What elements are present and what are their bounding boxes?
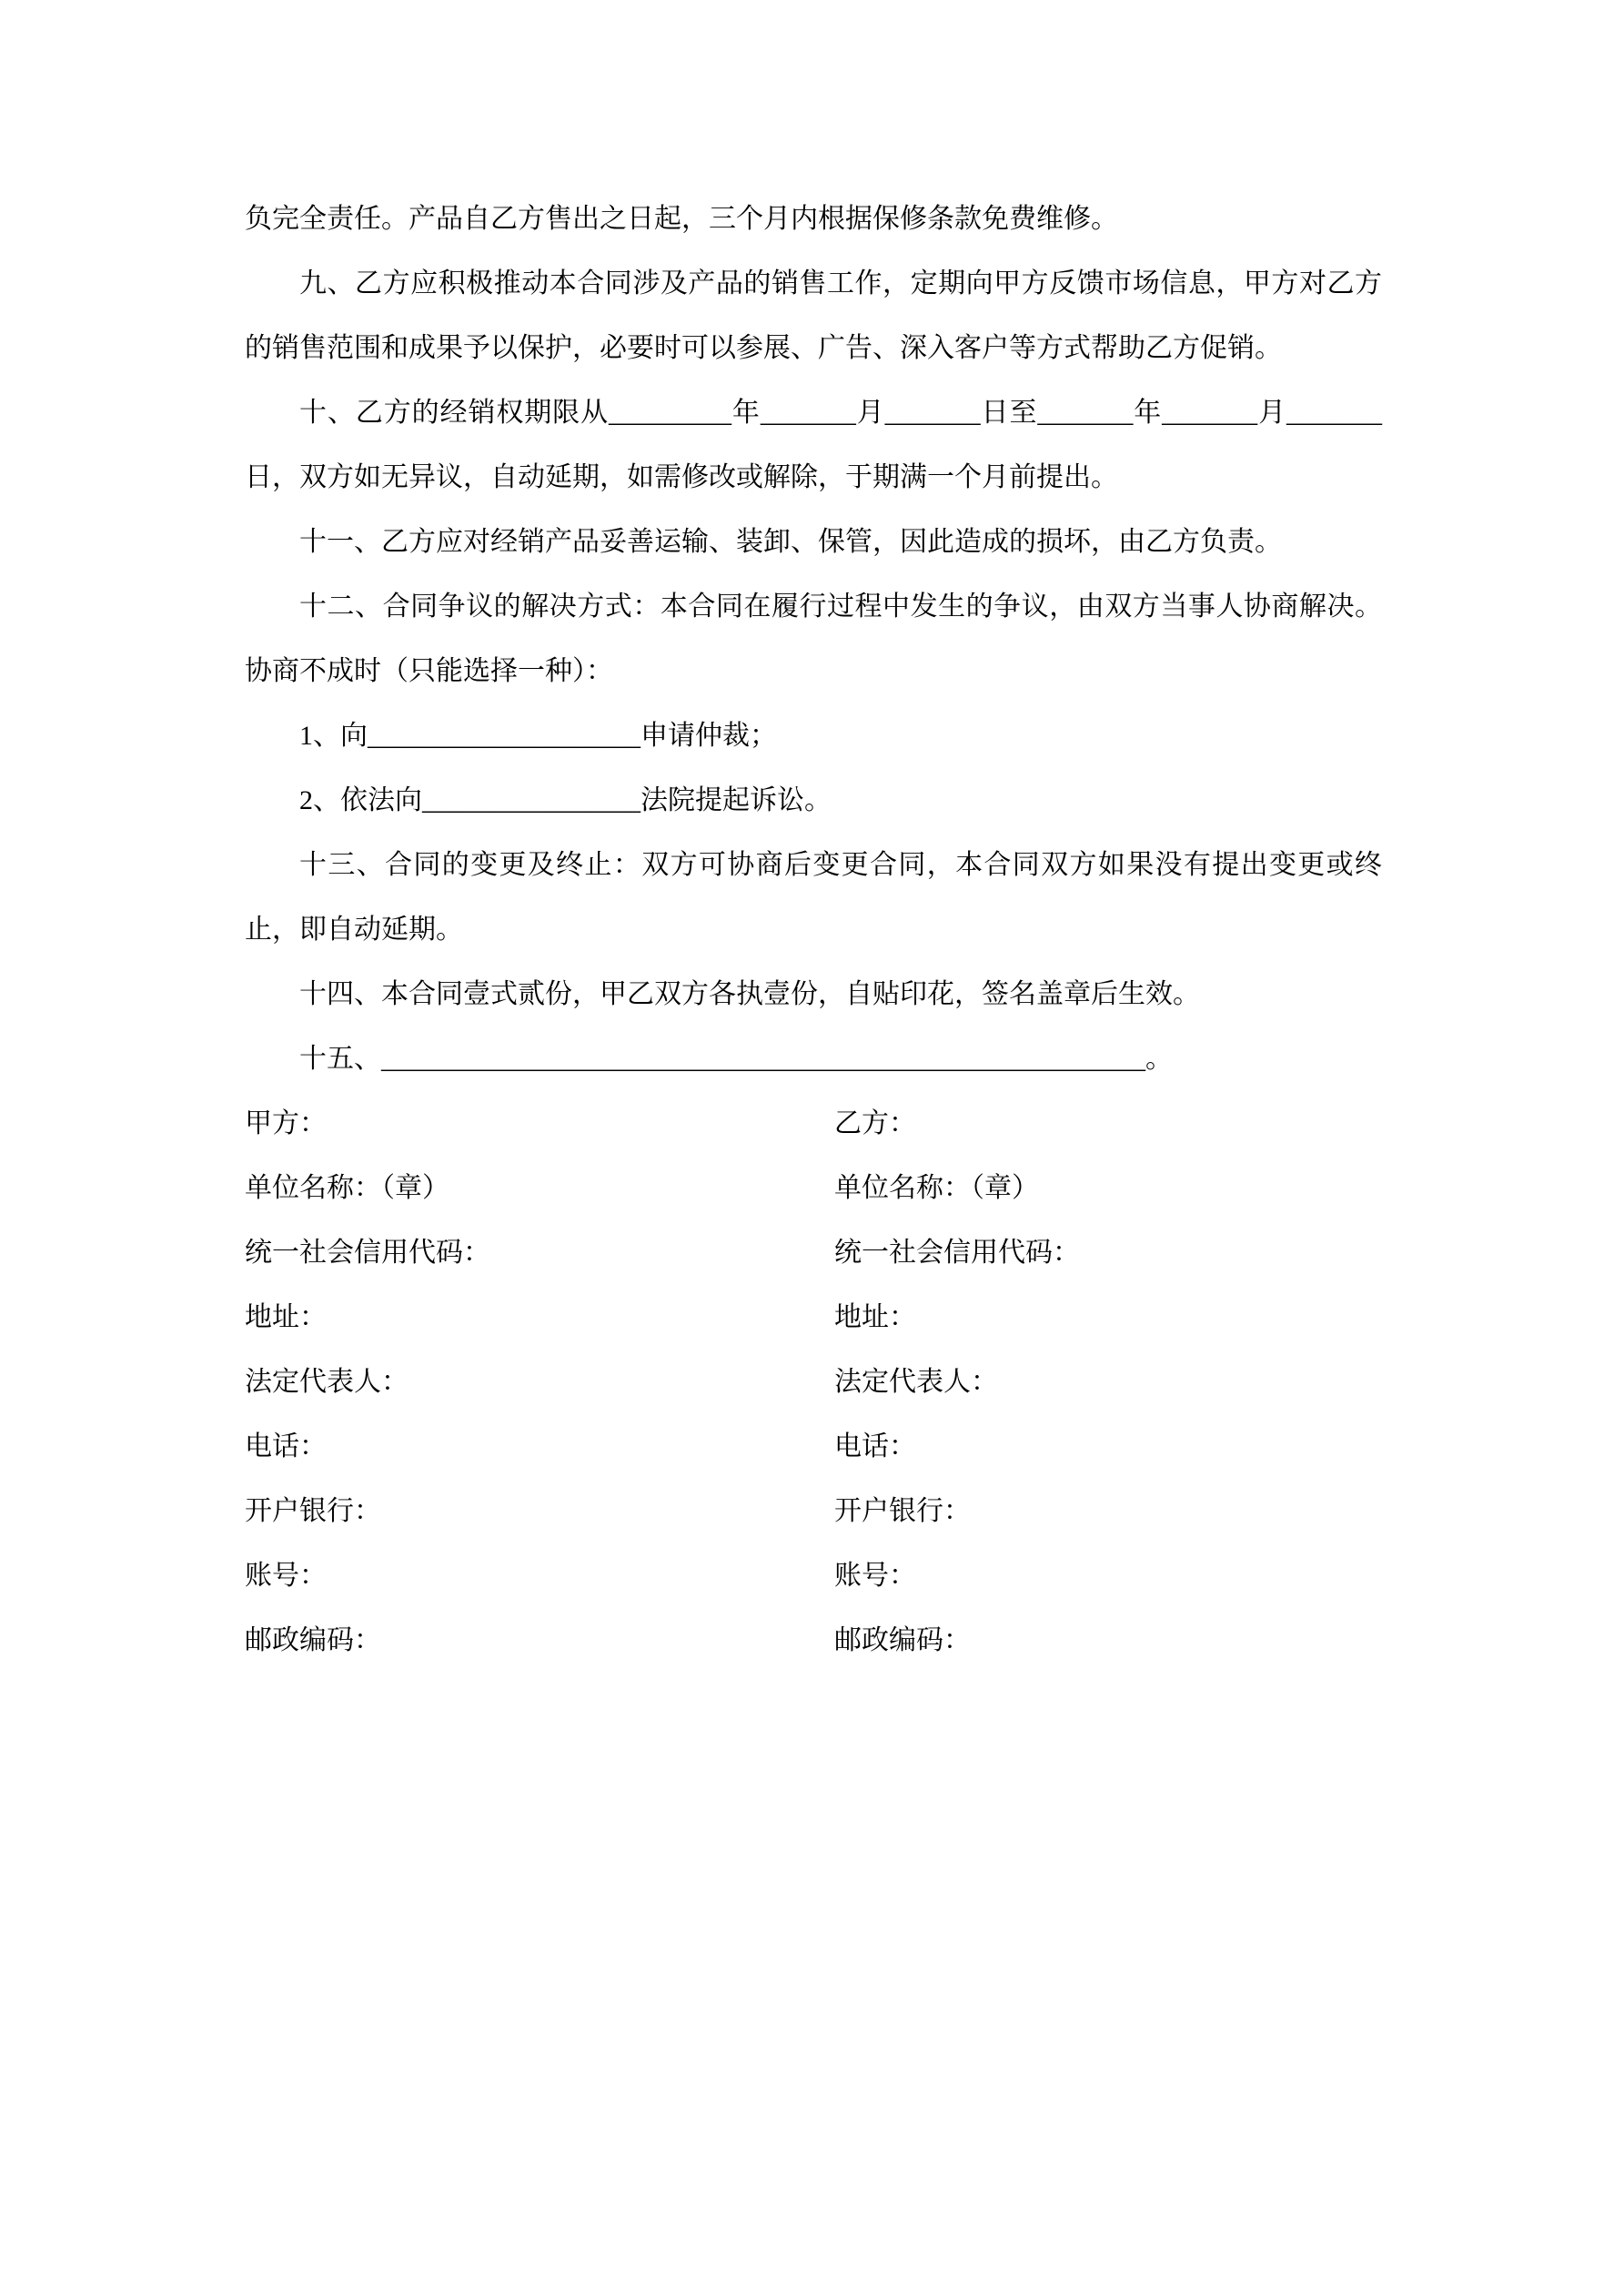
clause-12-option-2: 2、依法向________________法院提起诉讼。 [299,785,832,815]
party-a-legal-representative: 法定代表人： [245,1367,409,1397]
party-a-column [245,1091,834,1673]
clause-9: 九、乙方应积极推动本合同涉及产品的销售工作，定期向甲方反馈市场信息，甲方对乙方的销售范围和成果予以保护，必要时可以参展、广告、深入客户等方式帮助乙方促销。 [245,268,1382,363]
party-b-credit-code: 统一社会信用代码： [834,1238,1080,1268]
party-a-bank: 开户银行： [245,1496,381,1526]
party-a-postal-code: 邮政编码： [245,1625,381,1655]
clause-15: 十五、________________________________________________________。 [299,1044,1173,1074]
signature-block [245,1091,1382,1673]
clause-10: 十、乙方的经销权期限从_________年_______月_______日至_______年_______月_______日，双方如无异议，自动延期，如需修改或解除，于期满一个月前提出。 [245,398,1382,492]
party-b-column [834,1091,1382,1673]
party-a-label: 甲方： [245,1108,327,1138]
party-a-company-name: 单位名称：（章） [245,1173,449,1203]
party-a-address: 地址： [245,1302,327,1332]
party-a-phone: 电话： [245,1431,327,1462]
party-b-account-number: 账号： [834,1561,916,1591]
clause-12-option-1: 1、向____________________申请仲裁； [299,721,777,751]
party-a-credit-code: 统一社会信用代码： [245,1238,490,1268]
party-b-phone: 电话： [834,1431,916,1462]
party-b-postal-code: 邮政编码： [834,1625,971,1655]
contract-body [245,187,1382,1673]
party-b-label: 乙方： [834,1108,916,1138]
party-b-legal-representative: 法定代表人： [834,1367,998,1397]
clause-13: 十三、合同的变更及终止：双方可协商后变更合同，本合同双方如果没有提出变更或终止，即自动延期。 [245,850,1382,945]
paragraph-carryover: 负完全责任。产品自乙方售出之日起，三个月内根据保修条款免费维修。 [245,204,1118,234]
party-b-address: 地址： [834,1302,916,1332]
clause-11: 十一、乙方应对经销产品妥善运输、装卸、保管，因此造成的损坏，由乙方负责。 [299,527,1282,557]
party-b-company-name: 单位名称：（章） [834,1173,1039,1203]
clause-14: 十四、本合同壹式贰份，甲乙双方各执壹份，自贴印花，签名盖章后生效。 [299,979,1200,1009]
clause-12: 十二、合同争议的解决方式：本合同在履行过程中发生的争议，由双方当事人协商解决。协商不成时（只能选择一种）： [245,592,1382,686]
party-b-bank: 开户银行： [834,1496,971,1526]
party-a-account-number: 账号： [245,1561,327,1591]
